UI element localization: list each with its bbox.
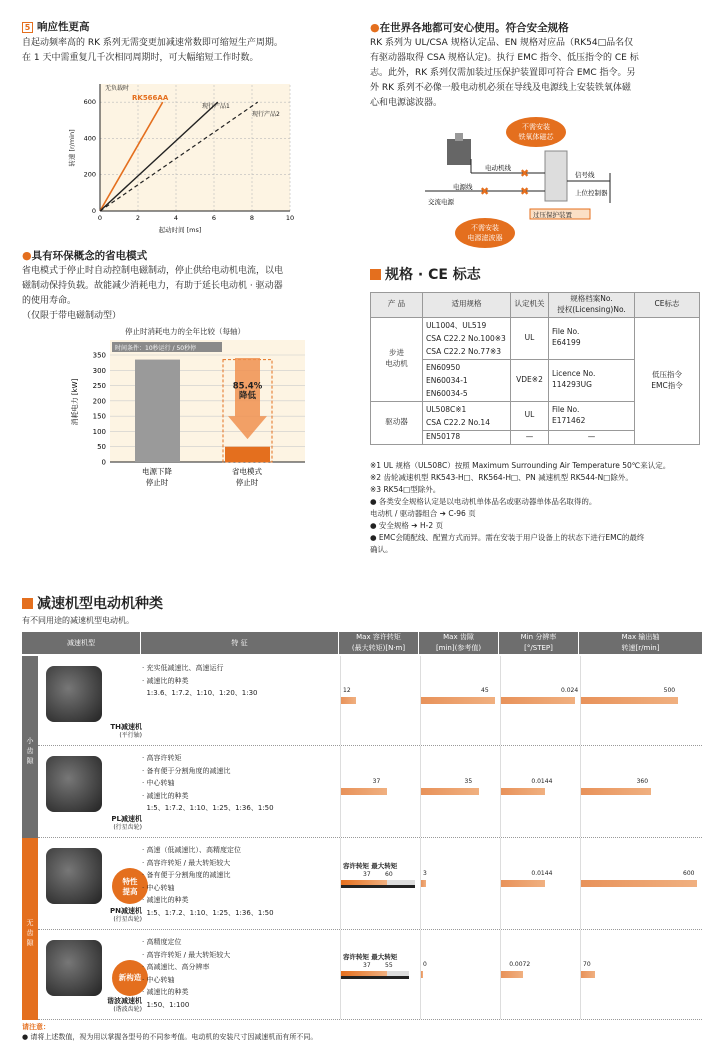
y-tick-label: 100 [92, 427, 106, 436]
x-tick-label: 6 [211, 214, 217, 222]
surge-label: 过压保护装置 [533, 211, 572, 219]
gear-row [38, 746, 702, 838]
gear-value: 0.0144 [531, 870, 553, 877]
bar-torque-line [341, 885, 415, 888]
gear-cell-backlash [420, 838, 500, 929]
gear-value: 12 [343, 687, 351, 694]
gear-badge: 新构造 [112, 960, 148, 996]
gear-name: 谐波减速机 [107, 997, 142, 1005]
section-title-response: 5 响应性更高 [22, 20, 90, 35]
section-title-safety: ●在世界各地都可安心使用。符合安全规格 [370, 21, 569, 34]
section-title-eco: ●具有环保概念的省电模式 [22, 249, 148, 262]
spec-header-row [371, 293, 700, 318]
gear-value: 0.0072 [509, 961, 531, 968]
gear-value: 600 [683, 870, 695, 877]
gear-col-speed: Max 输出轴 转速[r/min] [578, 632, 702, 654]
x-axis-label: 起动时间 [ms] [158, 226, 202, 234]
gear-cell-speed [580, 930, 702, 1019]
gear-cell-backlash [420, 656, 500, 745]
bubble-filter-l1: 不需安装 [471, 224, 499, 232]
bar-speed [581, 880, 697, 887]
gear-badge: 特性 提高 [112, 868, 148, 904]
gear-cell-resolution [500, 838, 580, 929]
spec-cell: File No. E64199 [549, 317, 635, 359]
spec-motor: 步进 电动机 [371, 317, 423, 401]
gear-subtitle: 有不同用途的减速机型电动机。 [22, 616, 134, 625]
spec-col-agency: 认定机关 [511, 293, 549, 318]
time-condition: 时间条件：10秒运行 / 50秒停 [115, 345, 197, 352]
bar-torque [341, 697, 356, 704]
y-tick-label: 200 [83, 170, 96, 179]
spec-cell: UL [511, 401, 549, 430]
bar-power-down [135, 360, 180, 462]
bar-resolution [501, 880, 545, 887]
y-tick-label: 600 [83, 98, 96, 107]
spec-cell: UL [511, 317, 549, 359]
gearhead-image [46, 756, 102, 812]
bar-backlash [421, 788, 479, 795]
motor-cable-label: 电动机线 [485, 164, 511, 172]
response-text: 自起动频率高的 RK 系列无需变更加减速常数即可缩短生产周期。 在 1 天中需重复几千次相同周期时，可大幅缩短工作时数。 [22, 38, 283, 63]
note-text: ● 请将上述数值，视为用以掌握各型号的不同参考值。电动机的安装尺寸因减速机而有所不同。 [22, 1033, 318, 1041]
spec-col-ce: CE标志 [635, 293, 700, 318]
spec-notes: ※1 UL 规格（UL508C）按照 Maximum Surrounding Air Temperature 50℃来认定。 ※2 齿轮减速机型 RK543-H□、RK564-H□、PN 减速机型 RK544-N□除外。 ※3 RK54□型除外。 ● 各类安全规格认定是以电动机单体品名或驱动器单体品名取得的。 电动机 / 驱动器组合 ➔ C-96 页 ● 安全规格 ➔ H-2 页 ● EMC会随配线、配置方式而异。需在安装于用户设备上的状态下进行EMC的最终 确认。 [370, 461, 671, 554]
bar-speed [581, 788, 651, 795]
gear-value: 35 [464, 778, 473, 785]
bubble-ferrite-l1: 不需安装 [522, 123, 550, 131]
y-tick-label: 300 [92, 366, 106, 375]
bar-resolution [501, 788, 545, 795]
gear-row [38, 930, 702, 1020]
power-cable-label: 电源线 [453, 183, 473, 191]
gear-title: 减速机型电动机种类 [22, 594, 163, 614]
spec-cell: EN60950 EN60034-1 EN60034-5 [423, 359, 511, 401]
series-label-rk566aa: RK566AA [132, 94, 169, 102]
spec-cell: VDE※2 [511, 359, 549, 401]
gear-features: · 高精度定位 · 高容许转矩 / 最大转矩较大 · 高减速比、高分辨率 · 中心转轴 · 减速比的种类 1:50、1:100 [142, 938, 231, 1009]
spec-title: 规格 · CE 标志 [370, 265, 481, 285]
driver-icon [545, 151, 567, 201]
gear-cell-resolution [500, 656, 580, 745]
gear-value: 70 [583, 961, 591, 968]
bar-torque [341, 788, 387, 795]
bar-resolution [501, 697, 575, 704]
power-chart-title: 停止时消耗电力的全年比较（每轴） [125, 327, 245, 336]
svg-text:✖: ✖ [520, 167, 530, 180]
series-label-current1: 现行产品1 [202, 103, 230, 110]
reduction-percent: 85.4% [232, 381, 263, 392]
power-y-label: 消耗电力 [kW] [71, 378, 79, 426]
y-tick-label: 150 [92, 412, 106, 421]
gear-cell-speed [580, 838, 702, 929]
gear-value: 360 [636, 778, 649, 785]
gear-value: 45 [481, 687, 489, 694]
x-tick-label: 2 [135, 214, 141, 222]
spec-cell: EN50178 [423, 430, 511, 444]
spec-cell: UL508C※1 CSA C22.2 No.14 [423, 401, 511, 430]
group-no-backlash: 无 齿 隙 [22, 838, 38, 1020]
x-tick-label: 4 [173, 214, 179, 222]
gear-cell-speed [580, 746, 702, 837]
gear-value: 0 [423, 961, 427, 968]
bubble-ferrite-l2: 铁氧体磁芯 [518, 133, 554, 141]
bubble-filter [455, 218, 515, 248]
gear-value: 0.024 [561, 687, 579, 694]
chart-note: 无负载时 [105, 85, 130, 92]
bar-speed [581, 971, 595, 978]
gear-cell-torque [340, 746, 420, 837]
bar-label-2b: 停止时 [235, 478, 259, 487]
bar-power-save [225, 447, 270, 462]
gear-cell-speed [580, 656, 702, 745]
y-tick-label: 0 [101, 458, 106, 467]
group-small-backlash: 小 齿 隙 [22, 656, 38, 838]
spec-ce: 低压指令 EMC指令 [635, 317, 700, 444]
power-chart [55, 340, 315, 490]
y-tick-label: 50 [97, 443, 106, 452]
gear-col-type: 减速机型 [22, 632, 140, 654]
svg-text:✖: ✖ [480, 185, 490, 198]
gear-value: 500 [663, 687, 676, 694]
gear-table [22, 632, 702, 654]
svg-text:✖: ✖ [520, 185, 530, 198]
bubble-ferrite [506, 117, 566, 147]
spec-cell: UL1004、UL519 CSA C22.2 No.100※3 CSA C22.2 No.77※3 [423, 317, 511, 359]
gearhead-image [46, 940, 102, 996]
gear-value: 0.0144 [531, 778, 553, 785]
gear-value: 37 [372, 778, 381, 785]
gear-features: · 充实低减速比、高速运行 · 减速比的种类 1:3.6、1:7.2、1:10、1:20、1:30 [142, 664, 258, 697]
y-axis-label: 转速 [r/min] [68, 129, 76, 167]
note-title: 请注意： [22, 1023, 50, 1031]
gear-cell-resolution [500, 930, 580, 1019]
spec-driver: 驱动器 [371, 401, 423, 444]
gear-row [38, 838, 702, 930]
eco-text: 省电模式于停止时自动控制电磁制动，停止供给电动机电流，以电 磁制动保持负载。故能减少消耗电力，有助于延长电动机 · 驱动器 的使用寿命。 （仅限于带电磁制动型） [22, 266, 284, 321]
spec-col-file: 规格档案No. 授权(Licensing)No. [549, 293, 635, 318]
gearhead-image [46, 666, 102, 722]
x-tick-label: 10 [285, 214, 295, 222]
bar-resolution [501, 971, 523, 978]
gear-col-backlash: Max 齿隙 [min](参考值) [418, 632, 498, 654]
bar-speed [581, 697, 678, 704]
gear-cell-backlash [420, 746, 500, 837]
gear-row [38, 656, 702, 746]
spec-cell: — [549, 430, 635, 444]
spec-table [370, 292, 700, 445]
gear-features: · 高容许转矩 · 备有便于分割角度的减速比 · 中心转轴 · 减速比的种类 1:5、1:7.2、1:10、1:25、1:36、1:50 [142, 754, 274, 812]
spec-col-standard: 适用规格 [423, 293, 511, 318]
gear-name: PL减速机 [111, 815, 142, 823]
series-label-current2: 现行产品2 [252, 111, 280, 118]
gear-name: PN减速机 [110, 907, 142, 915]
gear-features: · 高速（低减速比）、高精度定位 · 高容许转矩 / 最大转矩较大 · 备有便于分割角度的减速比 · 中心转轴 · 减速比的种类 1:5、1:7.2、1:10、1:25、1:36、1:50 [142, 846, 274, 917]
x-tick-label: 0 [97, 214, 103, 222]
gear-header-row [22, 632, 702, 654]
gear-col-feature: 特 征 [140, 632, 338, 654]
gear-col-resolution: Min 分辨率 [°/STEP] [498, 632, 578, 654]
gear-name: TH减速机 [110, 723, 142, 731]
bar-backlash [421, 697, 495, 704]
gear-cell-backlash [420, 930, 500, 1019]
bar-label-2a: 省电模式 [232, 467, 262, 476]
speed-chart [60, 80, 300, 240]
chart-plot-area [100, 84, 290, 211]
y-tick-label: 400 [83, 134, 96, 143]
bar-label-1b: 停止时 [145, 478, 169, 487]
ac-input-label: 交流电源 [428, 198, 454, 206]
emc-diagram [425, 113, 625, 253]
controller-label: 上位控制器 [575, 189, 608, 197]
reduction-label: 降低 [238, 390, 257, 401]
gear-subname: (行星齿轮) [113, 824, 142, 831]
gear-value: 3 [423, 870, 427, 877]
signal-label: 信号线 [575, 171, 595, 179]
gear-col-torque: Max 容许转矩 (最大转矩)[N·m] [338, 632, 418, 654]
bar-label-1a: 电源下降 [142, 467, 172, 476]
x-tick-label: 8 [249, 214, 255, 222]
bar-backlash [421, 880, 426, 887]
gear-subname: (平行轴) [119, 732, 142, 739]
section-number: 5 [22, 22, 33, 33]
y-tick-label: 350 [92, 351, 106, 360]
gear-cell-resolution [500, 746, 580, 837]
bubble-filter-l2: 电源滤波器 [467, 234, 503, 242]
y-tick-label: 0 [91, 207, 96, 215]
table-row [371, 317, 700, 359]
bar-torque-line [341, 976, 409, 979]
bar-backlash [421, 971, 423, 978]
spec-cell: File No. E171462 [549, 401, 635, 430]
gear-cell-torque: 容许转矩 最大转矩 37 55 [340, 930, 420, 1019]
spec-cell: Licence No. 114293UG [549, 359, 635, 401]
spec-cell: — [511, 430, 549, 444]
safety-text: RK 系列为 UL/CSA 规格认定品、EN 规格对应品（RK54□品名仅 有驱动器取得 CSA 规格认定)。执行 EMC 指令、低压指令的 CE 标 志。此外，RK 系列仅需加装过压保护装置即可符合 EMC 指令。另 外 RK 系列不必像一般电动机必须在导线及电源线上安装铁氧体磁 心和电源滤波器。 [370, 38, 639, 108]
gear-subname: (谐波齿轮) [113, 1006, 142, 1013]
gear-subname: (行星齿轮) [113, 916, 142, 923]
y-tick-label: 200 [92, 397, 106, 406]
gear-cell-torque [340, 656, 420, 745]
spec-col-product: 产 品 [371, 293, 423, 318]
y-tick-label: 250 [92, 382, 106, 391]
motor-icon [447, 139, 471, 165]
gearhead-image [46, 848, 102, 904]
gear-cell-torque: 容许转矩 最大转矩 37 60 [340, 838, 420, 929]
